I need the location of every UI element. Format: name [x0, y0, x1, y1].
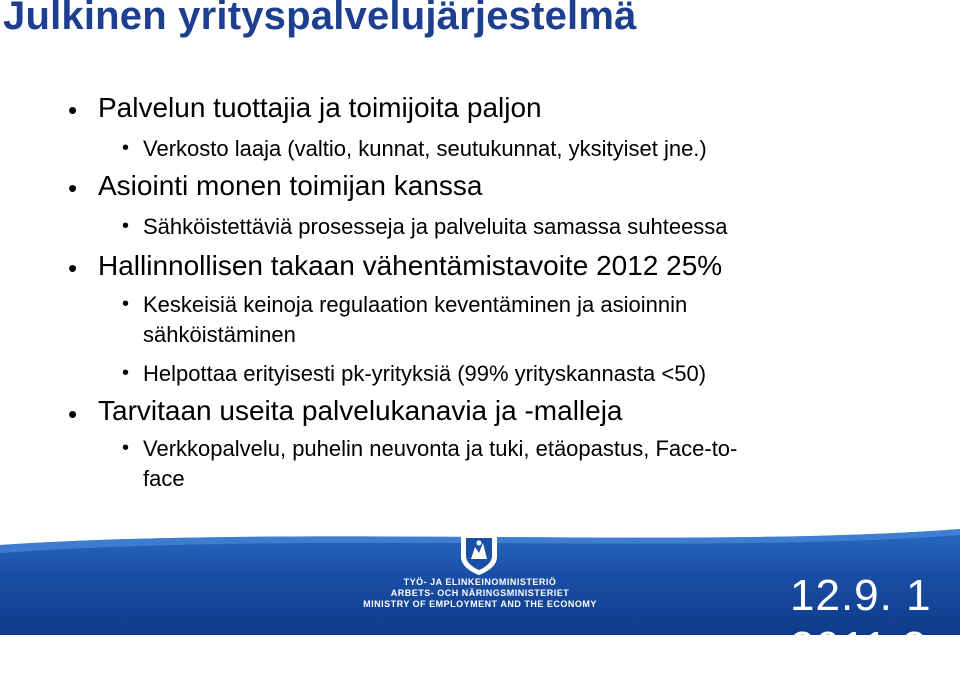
bullet-marker: •: [122, 362, 130, 384]
bullet-l2-processes: Sähköistettäviä prosesseja ja palveluita samassa suhteessa: [143, 214, 728, 239]
ministry-name-fi: TYÖ- JA ELINKEINOMINISTERIÖ: [403, 577, 557, 587]
bullet-l2-sme: Helpottaa erityisesti pk-yrityksiä (99% yrityskannasta <50): [143, 361, 707, 386]
bullet-l2-key-means: Keskeisiä keinoja regulaation keventäminen ja asioinnin: [143, 292, 688, 317]
lion-crest-icon: [457, 529, 501, 577]
bullet-marker: •: [122, 215, 130, 237]
bullet-l2-network: Verkosto laaja (valtio, kunnat, seutukunnat, yksityiset jne.): [143, 136, 707, 161]
bullet-marker: •: [122, 137, 130, 159]
bullet-marker: •: [68, 399, 78, 429]
bullet-l2-channel-list: Verkkopalvelu, puhelin neuvonta ja tuki, etäopastus, Face-to-: [143, 436, 738, 461]
bullet-l1-reduction-goal: Hallinnollisen takaan vähentämistavoite 2012 25%: [98, 250, 723, 281]
bullet-l2-channel-list-cont: face: [143, 466, 185, 491]
slide-date: 12.9. 1: [790, 571, 932, 620]
bullet-marker: •: [122, 437, 130, 459]
bullet-marker: •: [68, 253, 78, 283]
slide-title: Julkinen yrityspalvelujärjestelmä: [3, 0, 637, 38]
bullet-l1-producers: Palvelun tuottajia ja toimijoita paljon: [98, 92, 542, 123]
ministry-name-en: MINISTRY OF EMPLOYMENT AND THE ECONOMY: [363, 599, 597, 609]
bullet-l2-key-means-cont: sähköistäminen: [143, 322, 296, 347]
bullet-marker: •: [68, 95, 78, 125]
bullet-l1-many-actors: Asiointi monen toimijan kanssa: [98, 170, 483, 201]
ministry-name-sv: ARBETS- OCH NÄRINGSMINISTERIET: [390, 588, 570, 598]
bullet-l1-channels: Tarvitaan useita palvelukanavia ja -malleja: [98, 395, 623, 426]
slide-date-cont: 2011 2: [790, 623, 928, 672]
footer-band: [0, 525, 960, 672]
bullet-marker: •: [122, 293, 130, 315]
bullet-marker: •: [68, 173, 78, 203]
